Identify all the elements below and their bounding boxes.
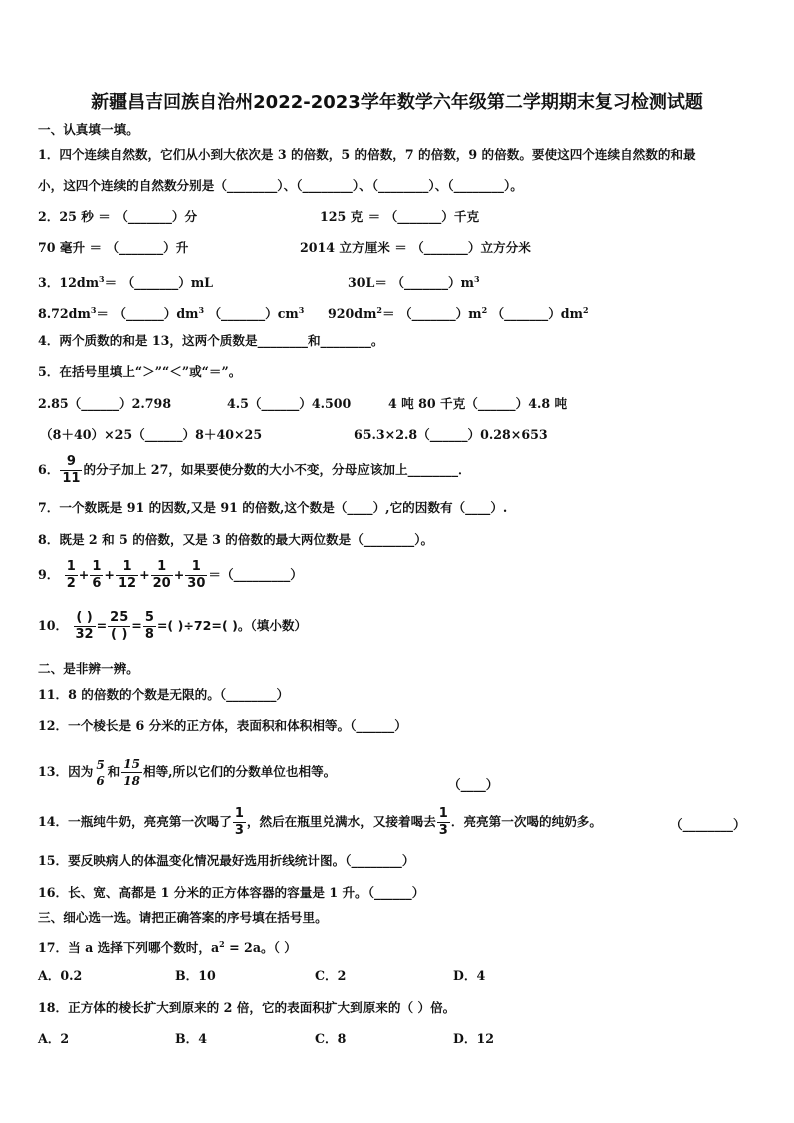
superscript: 2 bbox=[582, 305, 589, 315]
fraction-numerator: 5 bbox=[96, 757, 105, 772]
question-5c: 4 吨 80 千克（______）4.8 吨 bbox=[388, 396, 568, 411]
fraction bbox=[437, 806, 450, 839]
question-2d: 2014 立方厘米 ＝ （_______）立方分米 bbox=[300, 240, 531, 255]
fraction-numerator: 1 bbox=[234, 806, 244, 821]
fraction bbox=[121, 756, 142, 789]
q18-option-d: D．12 bbox=[453, 1031, 495, 1046]
fraction-denominator: ( ) bbox=[111, 627, 128, 642]
section-1-heading: 一、认真填一填。 bbox=[38, 122, 139, 137]
plus-sign: + bbox=[78, 567, 90, 582]
q17-text: 17．当 a 选择下列哪个数时，a bbox=[38, 940, 220, 956]
fraction-denominator: 30 bbox=[187, 576, 206, 591]
question-2a: 2．25 秒 ＝ （_______）分 bbox=[38, 209, 198, 224]
fraction-denominator: 3 bbox=[234, 823, 244, 838]
fraction bbox=[74, 610, 96, 643]
fraction-denominator: 18 bbox=[123, 774, 140, 788]
fraction-denominator: 3 bbox=[438, 823, 448, 838]
fraction-numerator: 1 bbox=[438, 806, 448, 821]
fraction-denominator: 8 bbox=[144, 627, 154, 642]
fraction bbox=[185, 559, 207, 592]
q3d-part: （_______）dm bbox=[487, 306, 583, 322]
question-15: 15．要反映病人的体温变化情况最好选用折线统计图。（________） bbox=[38, 853, 415, 868]
question-1-line-2: 小，这四个连续的自然数分别是（________）、（________）、（________）、（________）。 bbox=[38, 178, 523, 193]
superscript: 2 bbox=[481, 305, 488, 315]
question-5e: 65.3×2.8（______）0.28×653 bbox=[354, 427, 548, 442]
equals-sign: = bbox=[96, 618, 108, 633]
superscript: 3 bbox=[198, 305, 205, 315]
q9-label: 9． bbox=[38, 567, 60, 582]
question-13-paren: （____） bbox=[448, 777, 499, 792]
question-3c bbox=[38, 301, 304, 323]
fraction-numerator: 15 bbox=[123, 757, 140, 771]
fraction-numerator: 9 bbox=[60, 454, 82, 471]
q13-text: 相等,所以它们的分数单位也相等。 bbox=[142, 764, 337, 779]
q14-text: ．亮亮第一次喝的纯奶多。 bbox=[450, 814, 602, 829]
question-6 bbox=[38, 454, 471, 487]
question-3d bbox=[328, 301, 589, 323]
q3a-text: 3．12dm bbox=[38, 275, 100, 291]
fraction bbox=[116, 559, 138, 592]
fraction-denominator: 32 bbox=[75, 627, 94, 642]
q3c-part: ＝ （______）dm bbox=[96, 306, 199, 322]
fraction-denominator: 20 bbox=[152, 576, 171, 591]
question-10 bbox=[38, 610, 307, 643]
q3d-part: ＝ （_______）m bbox=[382, 306, 482, 322]
question-2b: 125 克 ＝ （_______）千克 bbox=[320, 209, 480, 224]
question-7: 7．一个数既是 91 的因数,又是 91 的倍数,这个数是（____）,它的因数有（____）. bbox=[38, 500, 508, 515]
q17-option-d: D．4 bbox=[453, 968, 486, 983]
question-4: 4．两个质数的和是 13，这两个质数是________和________。 bbox=[38, 333, 384, 348]
fraction-denominator: 11 bbox=[62, 471, 81, 486]
fraction bbox=[90, 559, 103, 592]
section-3-heading: 三、细心选一选。请把正确答案的序号填在括号里。 bbox=[38, 910, 328, 925]
q3c-text: 8.72dm bbox=[38, 306, 91, 322]
q6-label: 6． bbox=[38, 462, 60, 477]
question-5b: 4.5（______）4.500 bbox=[227, 396, 352, 411]
superscript: 2 bbox=[376, 305, 382, 315]
fraction bbox=[65, 559, 78, 592]
q14-text: 14．一瓶纯牛奶，亮亮第一次喝了 bbox=[38, 814, 232, 829]
question-13 bbox=[38, 756, 336, 789]
question-9 bbox=[38, 559, 303, 592]
fraction bbox=[151, 559, 173, 592]
section-2-heading: 二、是非辨一辨。 bbox=[38, 661, 139, 676]
question-3b bbox=[348, 270, 480, 292]
question-5d: （8＋40）×25（______）8＋40×25 bbox=[40, 427, 263, 442]
fraction bbox=[233, 806, 246, 839]
q3c-part: （_______）cm bbox=[204, 306, 299, 322]
q3a-rest: ＝ （_______）mL bbox=[104, 275, 214, 291]
question-1-line-1: 1．四个连续自然数，它们从小到大依次是 3 的倍数，5 的倍数，7 的倍数，9 的倍数。要使这四个连续自然数的和最 bbox=[38, 147, 696, 162]
superscript: 3 bbox=[473, 274, 480, 284]
fraction-denominator: 6 bbox=[92, 576, 102, 591]
plus-sign: + bbox=[104, 567, 115, 582]
question-11: 11．8 的倍数的个数是无限的。（________） bbox=[38, 687, 290, 702]
fraction-denominator: 6 bbox=[96, 773, 105, 788]
q17-option-c: C．2 bbox=[315, 968, 347, 983]
fraction bbox=[60, 454, 82, 487]
question-12: 12．一个棱长是 6 分米的正方体，表面积和体积相等。（______） bbox=[38, 718, 407, 733]
q17-option-b: B．10 bbox=[175, 968, 216, 983]
fraction-numerator: 5 bbox=[144, 610, 154, 625]
q10-tail: =( )÷72=( ) bbox=[156, 618, 238, 633]
q3d-text: 920dm bbox=[328, 306, 377, 322]
fraction-numerator: 1 bbox=[151, 559, 173, 576]
equals-sign: = bbox=[131, 618, 142, 633]
fraction bbox=[108, 610, 130, 643]
q9-answer-blank: ＝（_________） bbox=[208, 567, 303, 582]
question-3a bbox=[38, 270, 213, 292]
q10-label: 10． bbox=[38, 618, 69, 633]
fraction-numerator: ( ) bbox=[74, 610, 96, 627]
fraction-numerator: 25 bbox=[110, 610, 129, 625]
question-17 bbox=[38, 935, 297, 957]
superscript: 3 bbox=[298, 305, 305, 315]
q3b-text: 30L＝ （_______）m bbox=[348, 275, 474, 291]
question-18: 18．正方体的棱长扩大到原来的 2 倍，它的表面积扩大到原来的（ ）倍。 bbox=[38, 1000, 456, 1015]
q18-option-b: B．4 bbox=[175, 1031, 208, 1046]
fraction-numerator: 1 bbox=[92, 559, 102, 574]
fraction-numerator: 1 bbox=[116, 559, 138, 576]
q13-and: 和 bbox=[107, 764, 121, 779]
q14-text: ，然后在瓶里兑满水，又接着喝去 bbox=[246, 814, 436, 829]
question-8: 8．既是 2 和 5 的倍数，又是 3 的倍数的最大两位数是（________）。 bbox=[38, 532, 434, 547]
question-5: 5．在括号里填上“＞”“＜”或“＝”。 bbox=[38, 364, 242, 379]
page-title: 新疆昌吉回族自治州2022-2023学年数学六年级第二学期期末复习检测试题 bbox=[91, 92, 703, 113]
fraction-numerator: 1 bbox=[66, 559, 76, 574]
question-14-paren: （________） bbox=[670, 817, 746, 832]
q17-option-a: A．0.2 bbox=[38, 968, 83, 983]
q17-text: = 2a。（ ） bbox=[224, 940, 297, 956]
fraction bbox=[143, 610, 156, 643]
q10-note: 。（填小数） bbox=[237, 618, 308, 633]
q18-option-c: C．8 bbox=[315, 1031, 347, 1046]
question-14 bbox=[38, 806, 602, 839]
question-2c: 70 毫升 ＝ （_______）升 bbox=[38, 240, 189, 255]
plus-sign: + bbox=[173, 567, 185, 582]
superscript: 3 bbox=[90, 305, 97, 315]
q13-label: 13．因为 bbox=[38, 764, 94, 779]
plus-sign: + bbox=[139, 567, 150, 582]
question-16: 16．长、宽、高都是 1 分米的正方体容器的容量是 1 升。（______） bbox=[38, 885, 425, 900]
superscript: 3 bbox=[99, 274, 105, 284]
fraction-numerator: 1 bbox=[185, 559, 207, 576]
fraction-denominator: 12 bbox=[117, 576, 137, 591]
q6-text: 的分子加上 27，如果要使分数的大小不变，分母应该加上________． bbox=[83, 462, 471, 477]
fraction bbox=[94, 757, 106, 789]
superscript: 2 bbox=[219, 939, 225, 949]
question-5a: 2.85（______）2.798 bbox=[38, 396, 172, 411]
fraction-denominator: 2 bbox=[66, 576, 76, 591]
q18-option-a: A．2 bbox=[38, 1031, 70, 1046]
